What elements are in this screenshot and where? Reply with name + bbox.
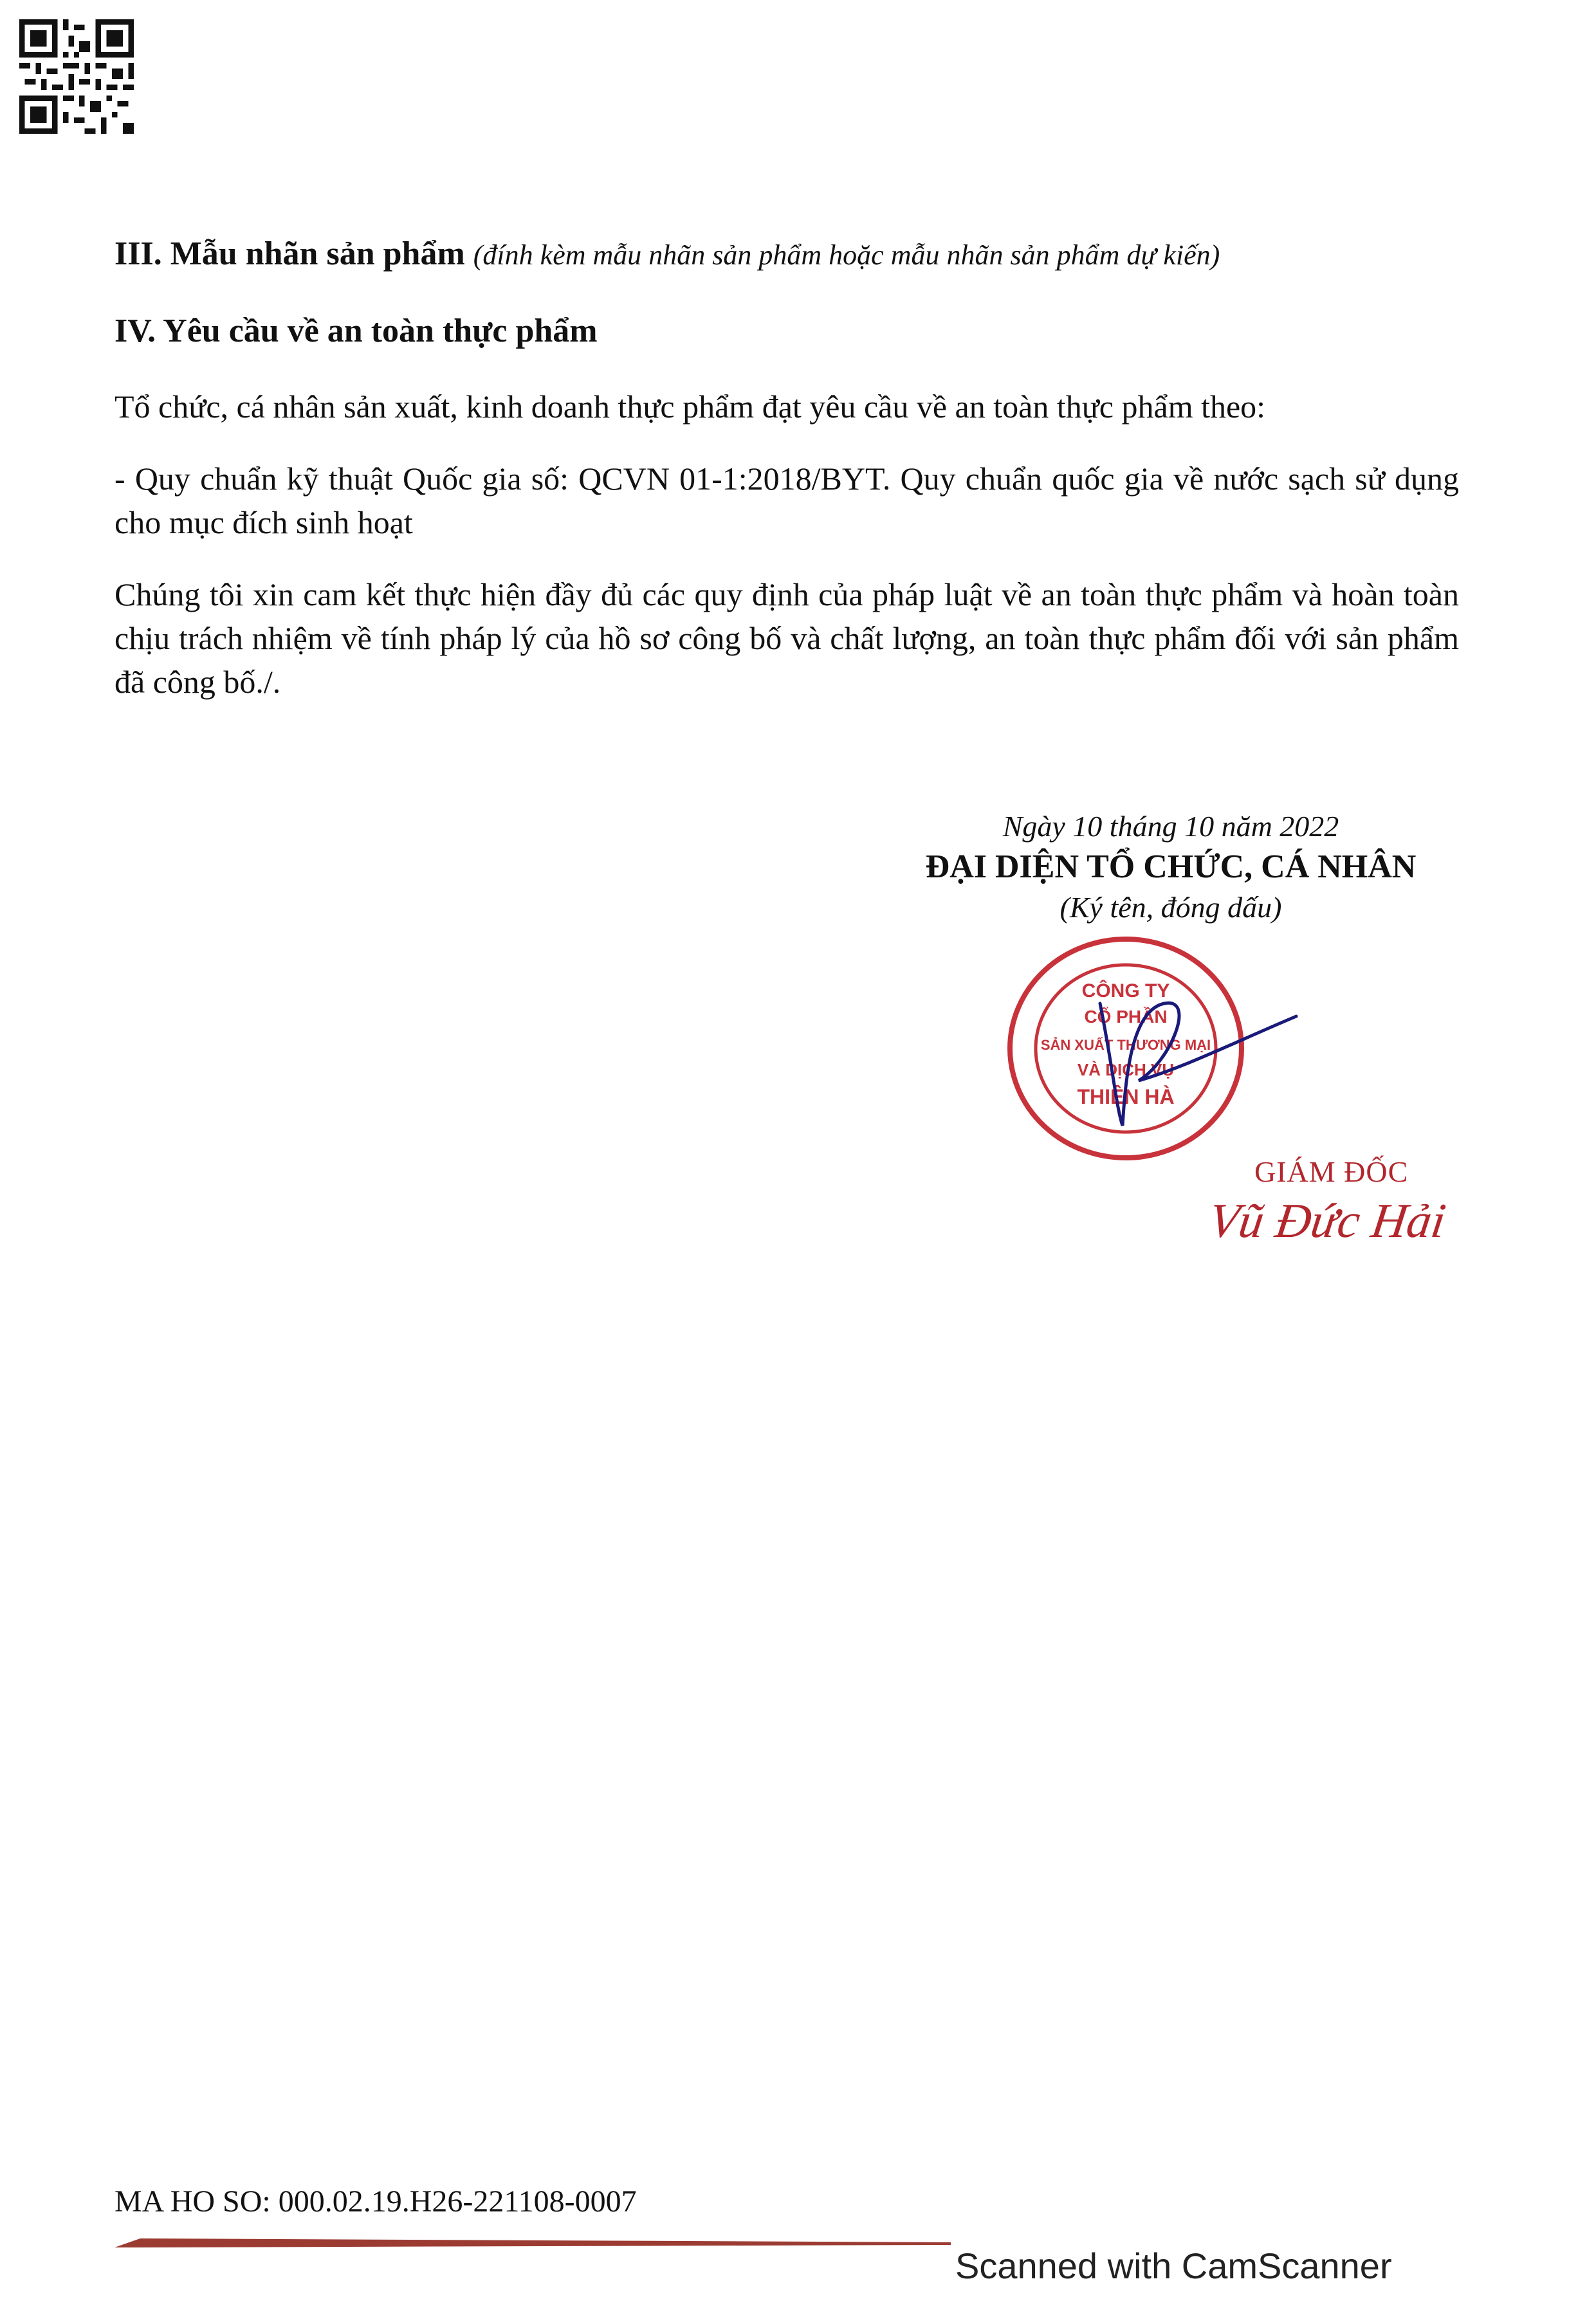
section-3-heading <box>115 232 1459 278</box>
seal-line-1: CÔNG TY <box>1081 980 1170 1002</box>
document-body <box>115 232 1459 704</box>
section-3-note: (đính kèm mẫu nhãn sản phẩm hoặc mẫu nhãn sản phẩm dự kiến) <box>473 239 1220 271</box>
seal-line-3: SẢN XUẤT THƯƠNG MẠI <box>1040 1037 1211 1053</box>
camscanner-watermark: Scanned with CamScanner <box>955 2246 1392 2286</box>
signature-representative: ĐẠI DIỆN TỔ CHỨC, CÁ NHÂN <box>925 848 1417 885</box>
section-4-standard: - Quy chuẩn kỹ thuật Quốc gia số: QCVN 01-1:2018/BYT. Quy chuẩn quốc gia về nước sạch sử dụng cho mục đích sinh hoạt <box>115 461 1459 540</box>
section-4-title: IV. Yêu cầu về an toàn thực phẩm <box>115 313 598 349</box>
seal-line-2: CỔ PHẦN <box>1084 1007 1168 1027</box>
director-name: Vũ Đức Hải <box>1206 1194 1449 1248</box>
dossier-code: MA HO SO: 000.02.19.H26-221108-0007 <box>115 2184 637 2219</box>
signature-date: Ngày 10 tháng 10 năm 2022 <box>1002 810 1339 843</box>
footer-divider <box>115 2238 951 2247</box>
company-seal <box>1004 913 1299 1190</box>
director-title: GIÁM ĐỐC <box>1254 1155 1409 1188</box>
seal-line-5: THIÊN HÀ <box>1077 1085 1175 1108</box>
commitment-paragraph: Chúng tôi xin cam kết thực hiện đầy đủ các quy định của pháp luật về an toàn thực phẩm và hoàn toàn chịu trách nhiệm về tính pháp lý của hồ sơ công bố và chất lượng, an toàn thực phẩm đối với sản phẩm đã công bố./. <box>115 576 1459 700</box>
signature-block <box>856 807 1486 927</box>
section-4-intro: Tổ chức, cá nhân sản xuất, kinh doanh thực phẩm đạt yêu cầu về an toàn thực phẩm theo: <box>115 389 1266 425</box>
qr-code <box>19 19 134 134</box>
seal-line-4: VÀ DỊCH VỤ <box>1077 1060 1175 1079</box>
section-3-title: III. Mẫu nhãn sản phẩm <box>115 235 465 272</box>
signature-hint: (Ký tên, đóng dấu) <box>1059 891 1282 924</box>
